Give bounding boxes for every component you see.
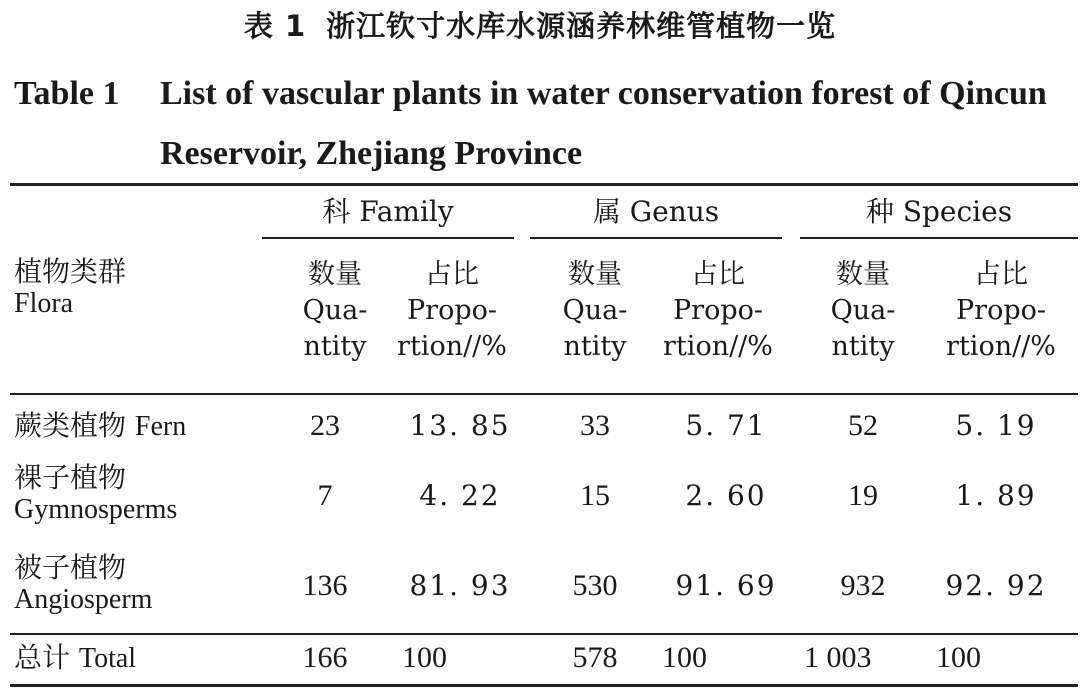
table-cell: 100 [662,641,707,674]
quantity-en-2: ntity [563,331,627,362]
table-cell: 932 [840,569,886,602]
row-label-cn: 蕨类植物 [14,409,127,442]
table-cell: 100 [402,641,447,674]
table-cell: 33 [580,409,610,442]
row-label-cn: 裸子植物 [14,461,127,494]
proportion-en-2: rtion//% [663,331,773,362]
table-number-cn: 表 1 [243,9,307,43]
table-cell: 578 [572,641,618,674]
row-label-en: Angiosperm [14,584,153,615]
genus-proportion-header [656,257,780,365]
species-quantity-header [808,257,918,365]
species-proportion-header [932,257,1070,365]
family-group-rule [262,237,514,239]
table-caption-en: List of vascular plants in water conservation forest of Qincun Reservoir, Zhejiang Province [160,75,1047,172]
table-cell: 5. 19 [955,409,1037,442]
proportion-cn: 占比 [974,259,1028,290]
genus-group-rule [530,237,782,239]
table-cell: 100 [936,641,981,674]
table-cell: 92. 92 [945,569,1047,602]
row-label-en: Fern [134,411,187,442]
row-label-angiosperm [14,552,152,616]
quantity-cn: 数量 [568,259,622,290]
header-rule [10,393,1078,395]
table-cell: 91. 69 [675,569,777,602]
flora-header-cn: 植物类群 [14,255,127,288]
table-cell: 2. 60 [685,479,767,512]
row-label-total [14,642,136,675]
top-rule [10,183,1078,186]
proportion-en-2: rtion//% [397,331,507,362]
quantity-en-1: Qua- [562,295,628,326]
table-cell: 5. 71 [685,409,767,442]
group-header-genus: 属 Genus [592,195,720,228]
bottom-rule [10,684,1078,687]
proportion-en-1: Propo- [673,295,763,326]
quantity-cn: 数量 [308,259,362,290]
quantity-en-1: Qua- [830,295,896,326]
table-cell: 4. 22 [419,479,501,512]
row-label-gymnosperms [14,462,177,526]
species-group-rule [800,237,1078,239]
table-title-en [14,64,1074,184]
proportion-cn: 占比 [691,259,745,290]
table-cell: 13. 85 [409,409,511,442]
group-header-species: 种 Species [865,195,1013,228]
genus-quantity-header [540,257,650,365]
row-label-cn: 被子植物 [14,551,127,584]
table-cell: 52 [848,409,878,442]
table-cell: 15 [580,479,610,512]
table-cell: 23 [310,409,340,442]
table-number-en: Table 1 [14,75,120,112]
table-cell: 530 [572,569,618,602]
quantity-en-1: Qua- [302,295,368,326]
table-cell: 166 [302,641,348,674]
row-label-en: Total [78,643,137,674]
row-label-fern [14,410,186,443]
table-caption-cn: 浙江钦寸水库水源涵养林维管植物一览 [326,9,837,43]
table-cell: 7 [317,479,333,512]
proportion-en-1: Propo- [407,295,497,326]
flora-header [14,256,126,320]
table-cell: 19 [848,479,878,512]
proportion-en-1: Propo- [956,295,1046,326]
proportion-cn: 占比 [425,259,479,290]
group-header-family: 科 Family [322,195,454,228]
family-quantity-header [280,257,390,365]
total-rule [10,633,1078,635]
table-cell: 81. 93 [409,569,511,602]
table-cell: 136 [302,569,348,602]
quantity-en-2: ntity [831,331,895,362]
table-cell: 1. 89 [955,479,1037,512]
quantity-en-2: ntity [303,331,367,362]
quantity-cn: 数量 [836,259,890,290]
family-proportion-header [390,257,514,365]
table-cell: 1 003 [804,641,872,674]
flora-header-en: Flora [14,288,74,319]
row-label-cn: 总计 [14,641,71,674]
table-title-cn [0,6,1080,46]
proportion-en-2: rtion//% [946,331,1056,362]
row-label-en: Gymnosperms [14,494,178,525]
